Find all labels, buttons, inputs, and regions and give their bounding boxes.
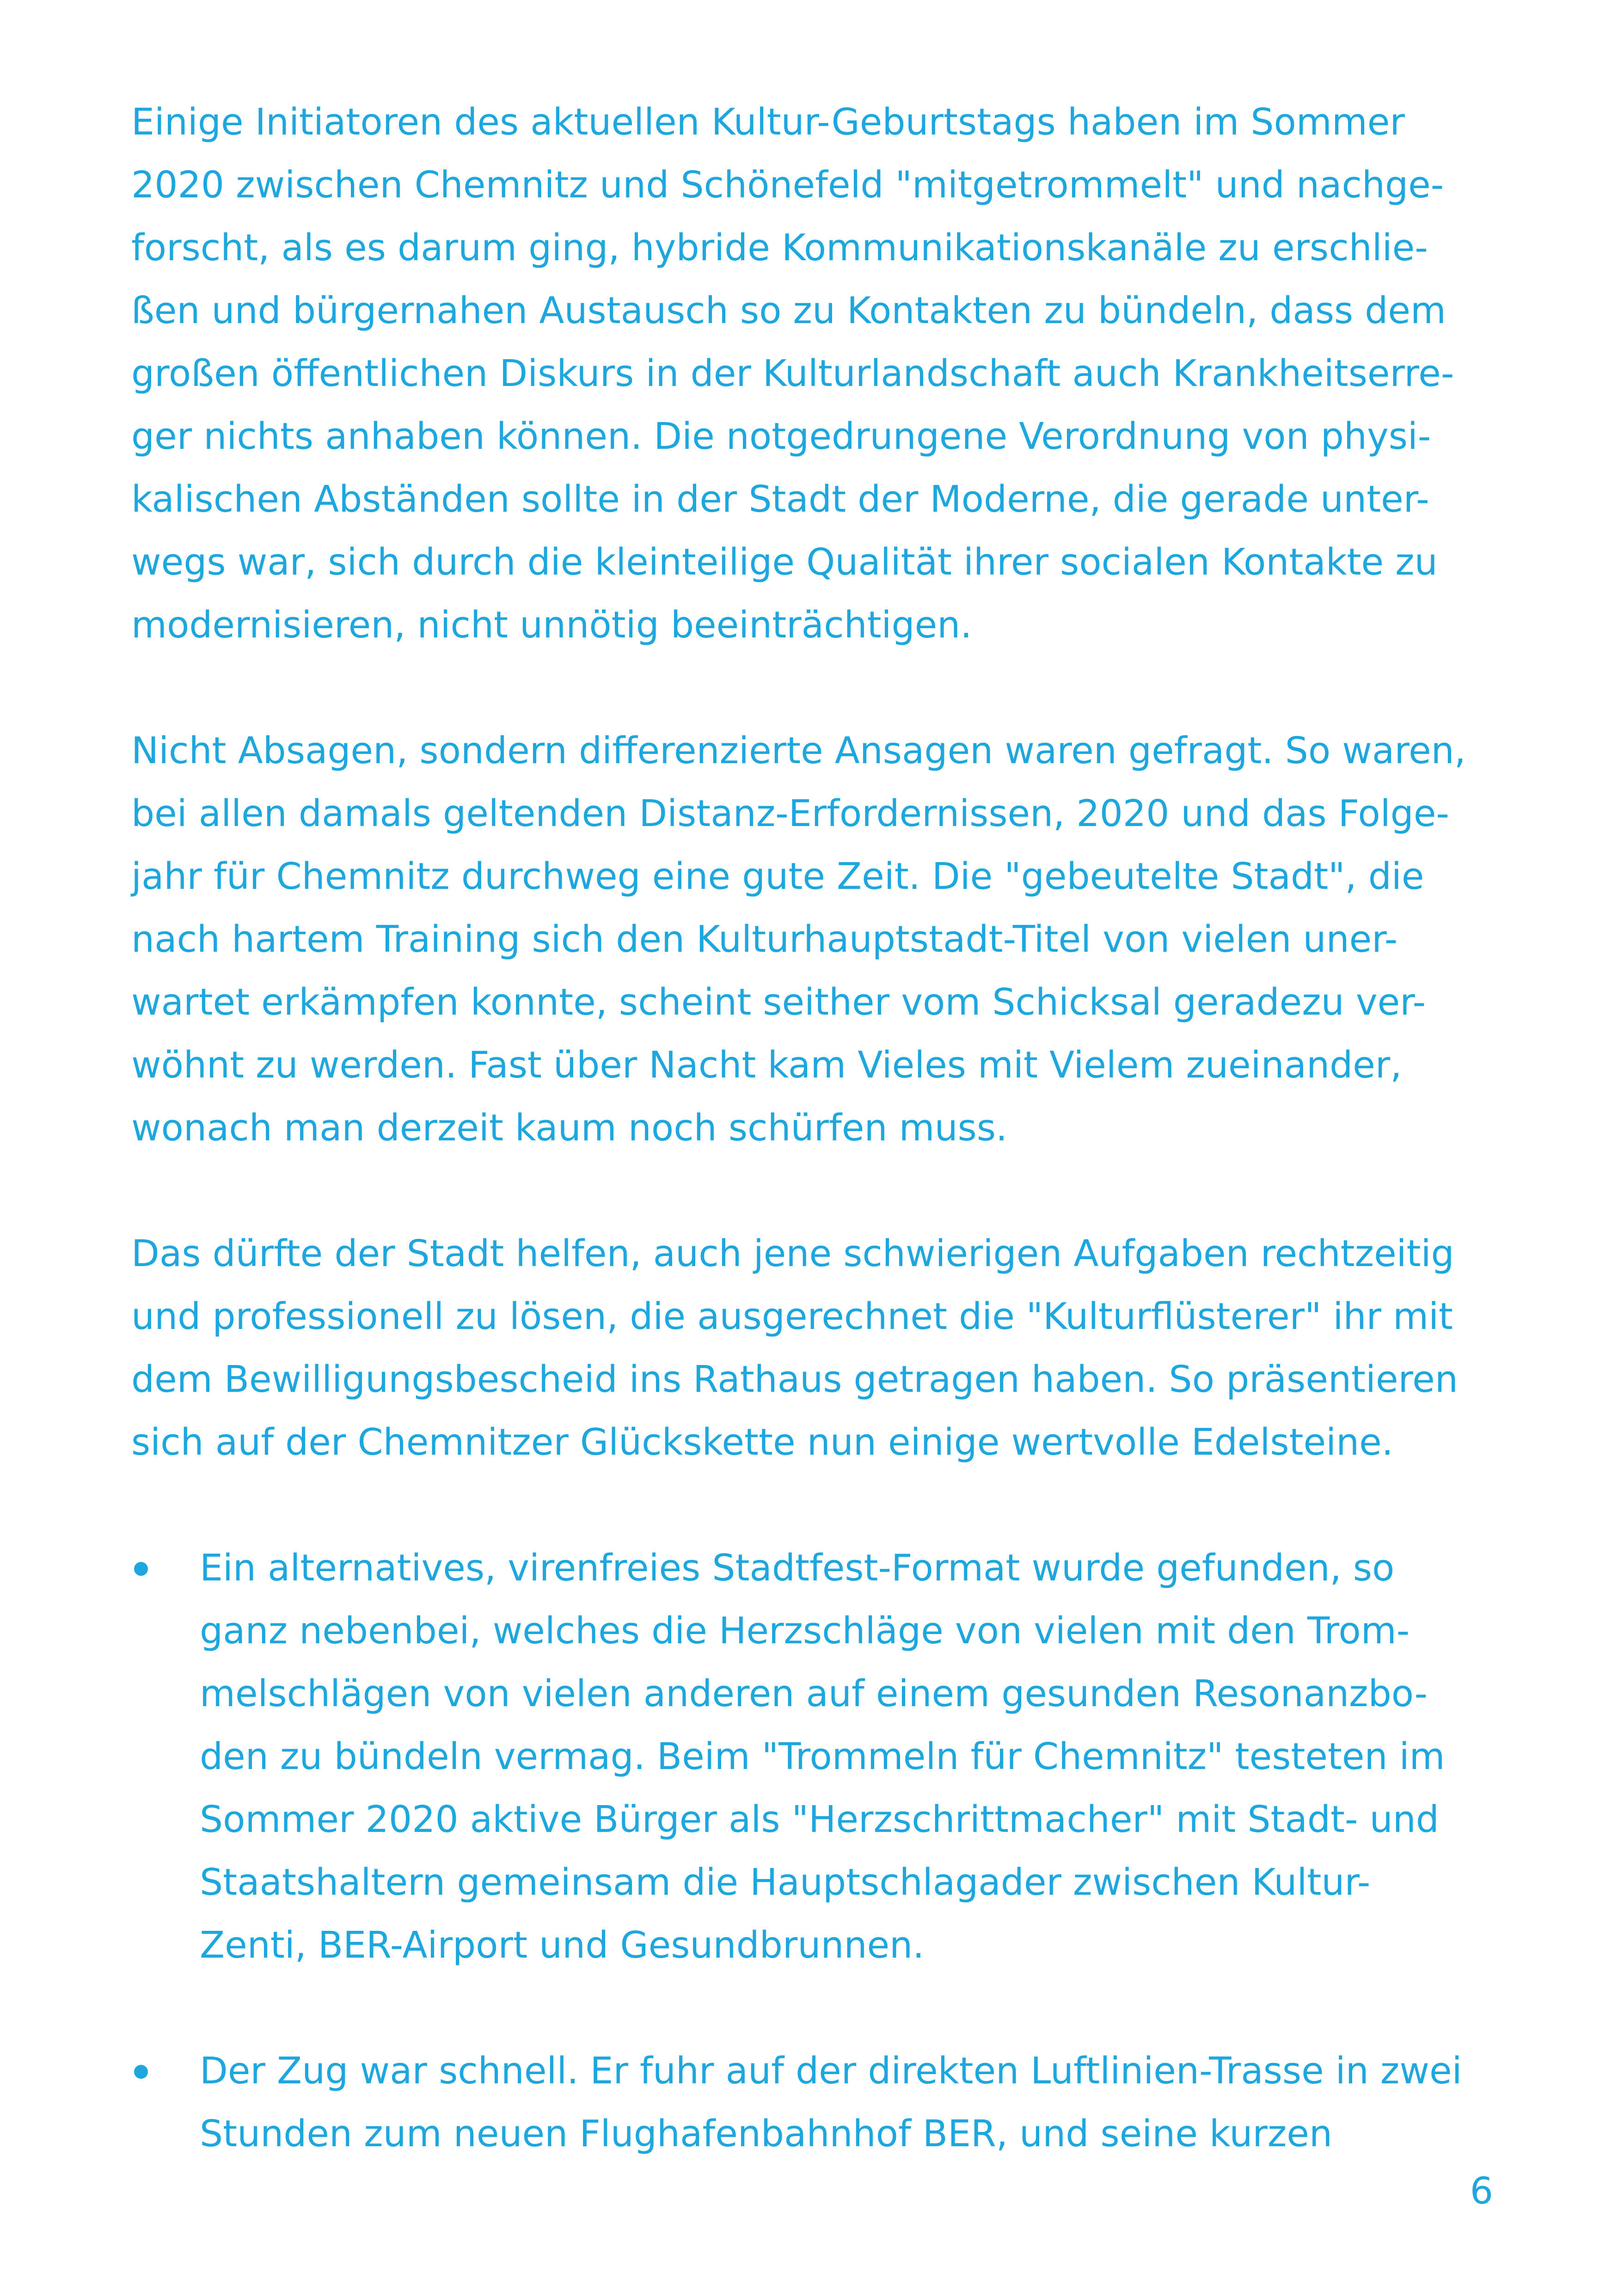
- text-line: 2020 zwischen Chemnitz und Schönefeld "mitgetrommelt" und nachge-: [131, 164, 1444, 206]
- text-line: Zenti, BER-Airport und Gesundbrunnen.: [200, 1924, 925, 1966]
- text-line: Staatshaltern gemeinsam die Hauptschlagader zwischen Kultur-: [200, 1861, 1371, 1904]
- text-line: und professionell zu lösen, die ausgerechnet die "Kulturflüsterer" ihr mit: [131, 1295, 1453, 1338]
- text-line: nach hartem Training sich den Kulturhauptstadt-Titel von vielen uner-: [131, 918, 1398, 961]
- text-line: Ein alternatives, virenfreies Stadtfest-Format wurde gefunden, so: [200, 1547, 1395, 1589]
- text-line: ger nichts anhaben können. Die notgedrungene Verordnung von physi-: [131, 415, 1431, 458]
- bullet-item-1: [131, 1537, 1500, 1977]
- text-line: Einige Initiatoren des aktuellen Kultur-Geburtstags haben im Sommer: [131, 101, 1405, 143]
- text-line: Nicht Absagen, sondern differenzierte Ansagen waren gefragt. So waren,: [131, 729, 1466, 772]
- paragraph-1: [131, 91, 1500, 656]
- text-line: jahr für Chemnitz durchweg eine gute Zeit. Die "gebeutelte Stadt", die: [131, 855, 1424, 898]
- text-line: kalischen Abständen sollte in der Stadt der Moderne, die gerade unter-: [131, 478, 1429, 520]
- text-line: bei allen damals geltenden Distanz-Erfordernissen, 2020 und das Folge-: [131, 792, 1449, 835]
- text-line: wöhnt zu werden. Fast über Nacht kam Vieles mit Vielem zueinander,: [131, 1044, 1402, 1086]
- page-number: 6: [1470, 2170, 1493, 2212]
- bullet-dot-icon: [134, 2065, 148, 2079]
- paragraph-2: [131, 719, 1500, 1159]
- text-line: sich auf der Chemnitzer Glückskette nun einige wertvolle Edelsteine.: [131, 1421, 1393, 1463]
- text-line: melschlägen von vielen anderen auf einem gesunden Resonanzbo-: [200, 1672, 1428, 1715]
- text-line: Der Zug war schnell. Er fuhr auf der direkten Luftlinien-Trasse in zwei: [200, 2050, 1462, 2092]
- text-line: wegs war, sich durch die kleinteilige Qualität ihrer socialen Kontakte zu: [131, 541, 1438, 583]
- text-line: ßen und bürgernahen Austausch so zu Kontakten zu bündeln, dass dem: [131, 289, 1446, 332]
- paragraph-3: [131, 1222, 1500, 1474]
- text-line: forscht, als es darum ging, hybride Kommunikationskanäle zu erschlie-: [131, 227, 1428, 269]
- page-body: [131, 91, 1500, 2228]
- bullet-dot-icon: [134, 1562, 148, 1576]
- text-line: großen öffentlichen Diskurs in der Kulturlandschaft auch Krankheitserre-: [131, 352, 1454, 395]
- text-line: den zu bündeln vermag. Beim "Trommeln für Chemnitz" testeten im: [200, 1735, 1445, 1778]
- text-line: modernisieren, nicht unnötig beeinträchtigen.: [131, 604, 972, 646]
- text-line: ganz nebenbei, welches die Herzschläge von vielen mit den Trom-: [200, 1610, 1410, 1652]
- text-line: dem Bewilligungsbescheid ins Rathaus getragen haben. So präsentieren: [131, 1358, 1458, 1401]
- bullet-list: [131, 1537, 1500, 2165]
- text-line: Stunden zum neuen Flughafenbahnhof BER, und seine kurzen: [200, 2112, 1333, 2155]
- text-line: Sommer 2020 aktive Bürger als "Herzschrittmacher" mit Stadt- und: [200, 1798, 1439, 1841]
- text-line: wonach man derzeit kaum noch schürfen muss.: [131, 1107, 1008, 1149]
- text-line: Das dürfte der Stadt helfen, auch jene schwierigen Aufgaben rechtzeitig: [131, 1232, 1454, 1275]
- text-line: wartet erkämpfen konnte, scheint seither vom Schicksal geradezu ver-: [131, 981, 1426, 1023]
- bullet-item-2: [131, 2039, 1500, 2165]
